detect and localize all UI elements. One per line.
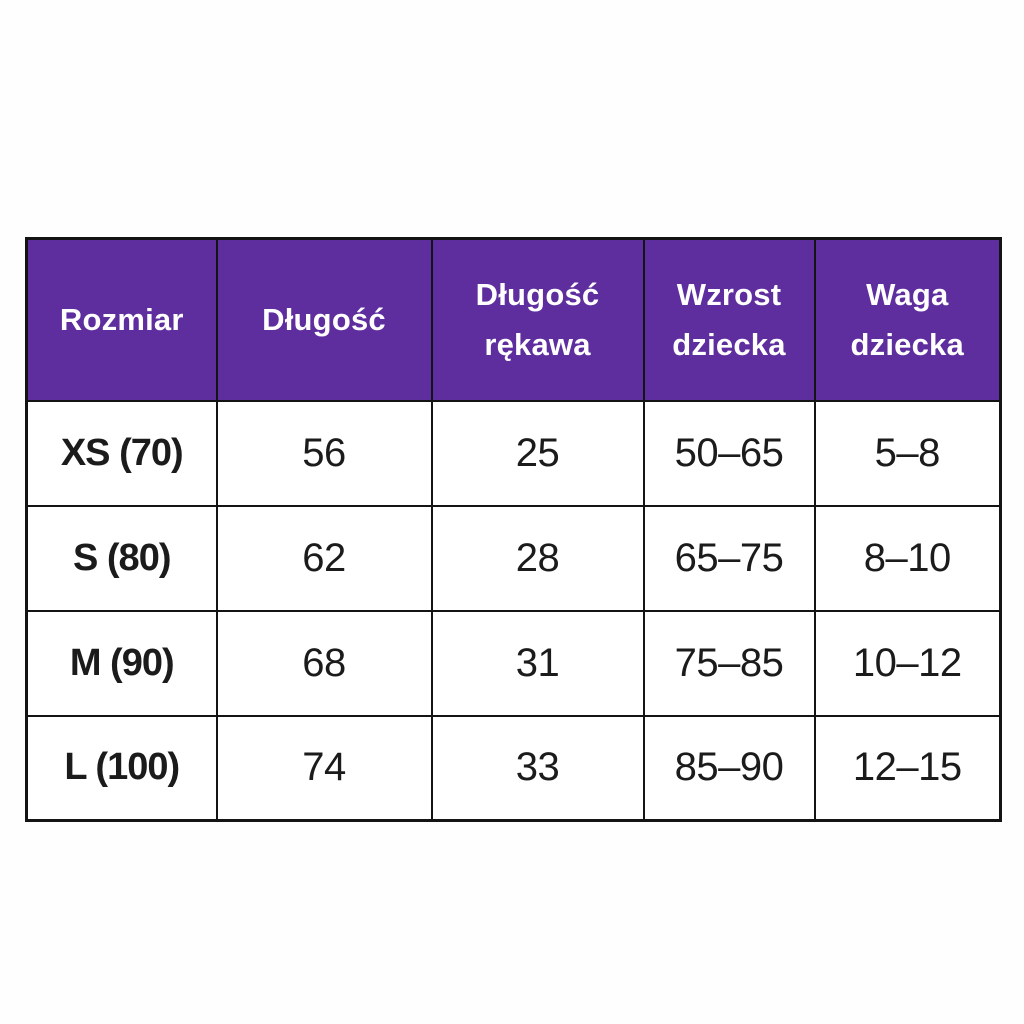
size-chart-table <box>25 237 1002 822</box>
size-label: L (100) <box>27 716 217 821</box>
cell-sleeve-length: 31 <box>432 611 644 716</box>
header-cell-dlugosc: Długość <box>217 239 432 401</box>
cell-child-weight: 5–8 <box>815 401 1001 506</box>
size-label: M (90) <box>27 611 217 716</box>
header-cell-wzrost-dziecka: Wzrost dziecka <box>644 239 815 401</box>
size-label: S (80) <box>27 506 217 611</box>
cell-child-weight: 12–15 <box>815 716 1001 821</box>
cell-child-height: 75–85 <box>644 611 815 716</box>
header-cell-dlugosc-rekawa: Długość rękawa <box>432 239 644 401</box>
size-label: XS (70) <box>27 401 217 506</box>
cell-sleeve-length: 28 <box>432 506 644 611</box>
table-row <box>27 716 1001 821</box>
cell-child-height: 50–65 <box>644 401 815 506</box>
cell-child-height: 85–90 <box>644 716 815 821</box>
table-row <box>27 506 1001 611</box>
cell-length: 68 <box>217 611 432 716</box>
cell-length: 56 <box>217 401 432 506</box>
cell-child-height: 65–75 <box>644 506 815 611</box>
size-chart-body <box>27 401 1001 821</box>
cell-sleeve-length: 25 <box>432 401 644 506</box>
cell-child-weight: 10–12 <box>815 611 1001 716</box>
header-cell-waga-dziecka: Waga dziecka <box>815 239 1001 401</box>
cell-length: 62 <box>217 506 432 611</box>
cell-length: 74 <box>217 716 432 821</box>
cell-child-weight: 8–10 <box>815 506 1001 611</box>
cell-sleeve-length: 33 <box>432 716 644 821</box>
header-cell-rozmiar: Rozmiar <box>27 239 217 401</box>
size-chart-header <box>27 239 1001 401</box>
table-row <box>27 611 1001 716</box>
header-row <box>27 239 1001 401</box>
table-row <box>27 401 1001 506</box>
